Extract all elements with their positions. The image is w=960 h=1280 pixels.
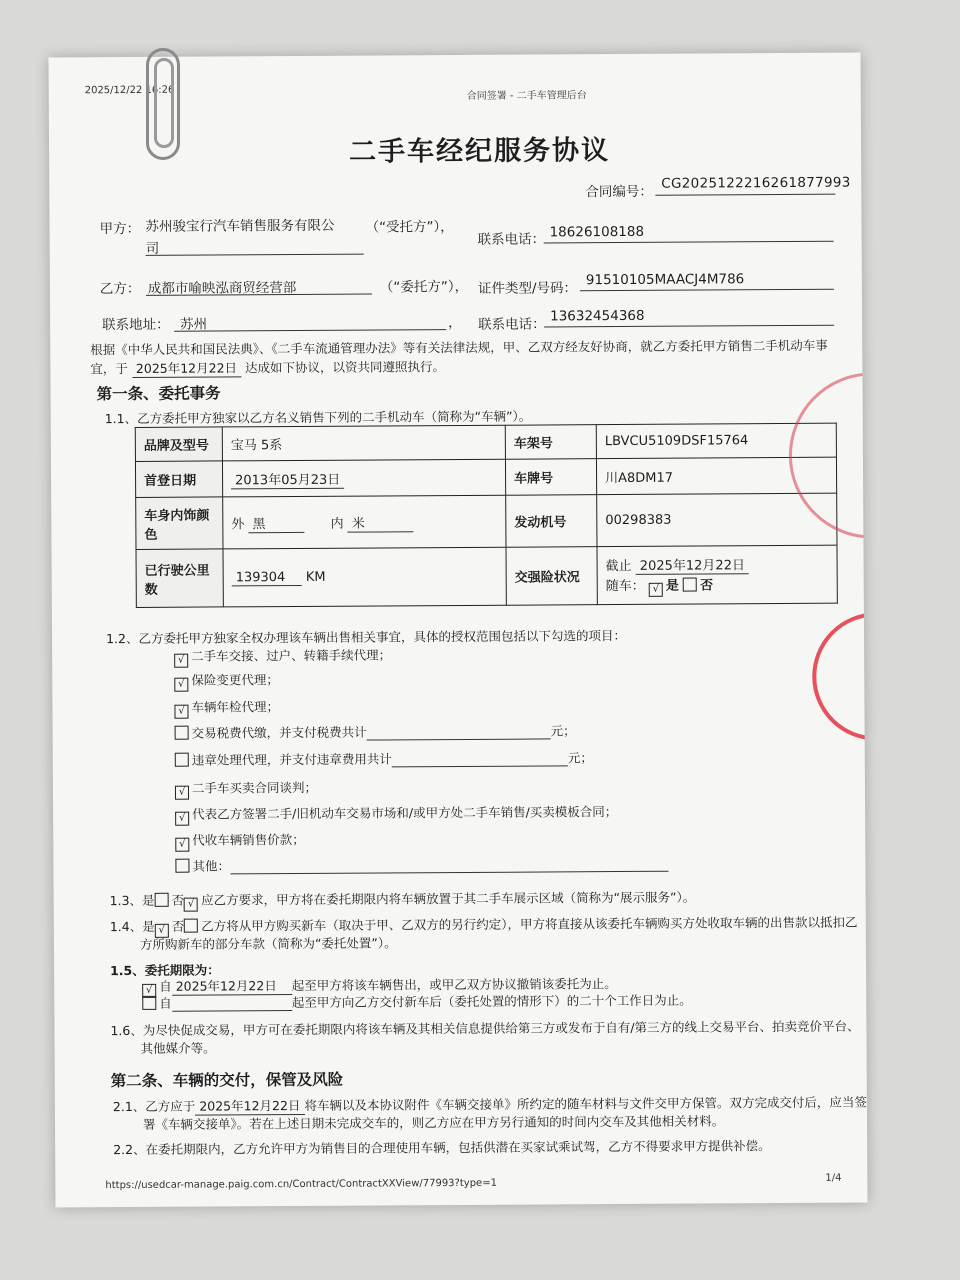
- party-a-phone-label: 联系电话：: [477, 231, 546, 248]
- mileage-unit: KM: [305, 569, 326, 585]
- ins-until-date: 2025年12月22日: [636, 554, 749, 575]
- intro-line2-suffix: 达成如下协议，以资共同遵照执行。: [244, 359, 446, 376]
- reg-date-value: 2013年05月23日: [231, 468, 344, 489]
- ins-no-checkbox[interactable]: [683, 577, 697, 591]
- c15-title: 1.5、委托期限为：: [110, 962, 220, 979]
- ins-no: 否: [699, 577, 714, 594]
- reg-date-label: 首登日期: [135, 461, 222, 498]
- c15-opt2-prefix: 自: [159, 995, 172, 1011]
- ins-until-prefix: 截止: [605, 558, 632, 574]
- vehicle-table: [135, 423, 838, 608]
- mileage-value: 139304: [232, 569, 302, 585]
- reg-date-cell: [222, 459, 505, 497]
- footer-url[interactable]: https://usedcar-manage.paig.com.cn/Contract/ContractXXView/77993?type=1: [105, 1177, 497, 1192]
- party-b-label: 乙方：: [99, 280, 141, 298]
- party-b-role: （“委托方”），: [379, 278, 469, 296]
- contract-page: [48, 53, 867, 1208]
- seal-stamp-bottom: [812, 612, 868, 741]
- engine-label: 发动机号: [506, 495, 597, 548]
- site-title: 合同签署 - 二手车管理后台: [466, 90, 587, 102]
- party-a-label: 甲方：: [99, 220, 141, 238]
- contract-no-value: CG2025122216261877993: [661, 174, 851, 192]
- auth-item-8: [175, 830, 305, 852]
- insurance-cell: [597, 545, 837, 604]
- auth-item-5: [175, 748, 593, 769]
- auth-item-4-suffix: 元；: [550, 723, 576, 739]
- int-prefix: 内: [330, 516, 344, 532]
- auth-item-1-text: 二手车交接、过户、转籍手续代理；: [191, 647, 392, 664]
- auth-item-3-checkbox[interactable]: √: [174, 705, 188, 719]
- print-datetime: 2025/12/22 16:26: [84, 84, 175, 97]
- c22: 2.2、在委托期限内，乙方允许甲方为销售目的合理使用车辆，包括供潜在买家试乘试驾，乙方不得要求甲方提供补偿。: [113, 1138, 771, 1158]
- party-b-id: 91510105MAACJ4M786: [585, 271, 745, 289]
- c14-line2: 方所购新车的部分车款（简称为“委托处置”）。: [139, 935, 397, 952]
- auth-item-9-checkbox[interactable]: [175, 859, 189, 873]
- auth-item-5-text: 违章处理代理，并支付违章费用共计: [191, 751, 392, 768]
- intro-line1: 根据《中华人民共和国民法典》、《二手车流通管理办法》等有关法律法规，甲、乙双方经友好协商，就乙方委托甲方销售二手机动车事: [90, 337, 828, 358]
- party-a-name-line1: 苏州骏宝行汽车销售服务有限公: [145, 217, 335, 235]
- c14-mid: 否: [171, 918, 185, 934]
- auth-item-3-text: 车辆年检代理；: [191, 699, 280, 715]
- auth-item-6-text: 二手车买卖合同谈判；: [191, 779, 318, 796]
- auth-item-2: [174, 670, 279, 692]
- auth-item-9: [175, 854, 668, 875]
- vin-label: 车架号: [505, 425, 596, 460]
- auth-item-8-text: 代收车辆销售价款；: [192, 831, 305, 848]
- auth-item-1-checkbox[interactable]: √: [174, 654, 188, 668]
- ins-yes-checkbox[interactable]: √: [649, 582, 663, 596]
- auth-item-5-checkbox[interactable]: [175, 753, 189, 767]
- party-b-phone-label: 联系电话：: [478, 316, 546, 333]
- ins-yes: 是: [665, 578, 679, 594]
- auth-item-1: [174, 645, 391, 667]
- c14-line1: 乙方将从甲方购买新车（取决于甲、乙双方的另行约定），甲方将直接从该委托车辆购买方处收取车辆的出售款以抵扣乙: [201, 914, 858, 934]
- auth-item-5-suffix: 元；: [567, 750, 593, 766]
- auth-item-8-checkbox[interactable]: √: [175, 838, 189, 852]
- address-label: 联系地址：: [102, 316, 170, 334]
- c15-opt2-checkbox[interactable]: [142, 996, 156, 1010]
- brand-value: 宝马 5系: [222, 425, 505, 461]
- color-label: [136, 497, 223, 550]
- auth-item-6-checkbox[interactable]: √: [175, 786, 189, 800]
- party-b-id-label: 证件类型/号码：: [477, 280, 578, 297]
- mileage-label-2: 数: [144, 582, 158, 598]
- address-comma: ，: [448, 314, 462, 332]
- c21-line1-text: 将车辆以及本协议附件《车辆交接单》所约定的随车材料与文件交甲方保管。双方完成交付后，应当签: [304, 1094, 867, 1113]
- document-title: 二手车经纪服务协议: [348, 135, 611, 168]
- auth-item-9-text: 其他：: [192, 858, 230, 874]
- auth-item-2-checkbox[interactable]: √: [174, 678, 188, 692]
- c15-opt2-date-blank[interactable]: [172, 995, 292, 1012]
- tax-amount-blank[interactable]: [367, 723, 551, 740]
- paper-clip-inner-icon: [154, 58, 174, 148]
- c16-line1: 1.6、为尽快促成交易，甲方可在委托期限内将该车辆及其相关信息提供给第三方或发布于自有/第三方的线上交易平台、拍卖竞价平台、: [110, 1018, 860, 1039]
- color-cell: [223, 495, 506, 549]
- mileage-label: [136, 549, 223, 608]
- address-value: 苏州: [180, 316, 208, 333]
- c16-line2: 其他媒介等。: [140, 1040, 216, 1056]
- c21-date: 2025年12月22日: [195, 1096, 304, 1116]
- vin-value: LBVCU5109DSF15764: [596, 423, 836, 458]
- auth-item-7-checkbox[interactable]: √: [175, 812, 189, 826]
- brand-label: 品牌及型号: [135, 427, 222, 462]
- intro-line2-prefix: 宜，于: [90, 361, 128, 377]
- c13-mid: 否: [171, 892, 185, 908]
- c14-no-checkbox[interactable]: [184, 919, 198, 933]
- c15-opt1-prefix: 自: [159, 978, 172, 994]
- c13-text: 应乙方要求，甲方将在委托期限内将车辆放置于其二手车展示区域（简称为“展示服务”）。: [201, 889, 696, 908]
- ext-prefix: 外: [231, 516, 245, 532]
- party-a-phone: 18626108188: [549, 223, 645, 241]
- insurance-label: 交强险状况: [506, 547, 597, 606]
- c15-opt2-text: 起至甲方向乙方交付新车后（委托处置的情形下）的二十个工作日为止。: [291, 992, 692, 1011]
- intro-line2: [90, 357, 445, 378]
- c21-prefix: 2.1、乙方应于: [112, 1098, 196, 1115]
- c13-yes-checkbox[interactable]: [154, 893, 168, 907]
- auth-item-7-text: 代表乙方签署二手/旧机动车交易市场和/或甲方处二手车销售/买卖模板合同；: [192, 804, 618, 822]
- auth-item-7: [175, 802, 617, 826]
- party-a-name-line2: 司: [145, 240, 160, 257]
- violation-amount-blank[interactable]: [392, 750, 568, 767]
- intro-date: 2025年12月22日: [132, 358, 241, 378]
- c13-no-checkbox[interactable]: √: [184, 898, 198, 912]
- color-label-1: 车身内饰颜: [144, 508, 210, 524]
- c15-opt1-date: 2025年12月22日: [172, 976, 292, 996]
- section2-title: 第二条、车辆的交付，保管及风险: [110, 1070, 344, 1091]
- auth-item-4-text: 交易税费代缴，并支付税费共计: [191, 724, 367, 741]
- c13-prefix: 1.3、是: [109, 892, 155, 909]
- color-label-2: 色: [144, 527, 158, 543]
- footer-page-number: 1/4: [825, 1172, 842, 1184]
- other-blank[interactable]: [230, 856, 668, 875]
- auth-item-4-checkbox[interactable]: [175, 726, 189, 740]
- mileage-label-1: 已行驶公里: [144, 563, 210, 579]
- section1-title: 第一条、委托事务: [96, 384, 221, 404]
- mileage-cell: [223, 547, 506, 607]
- c15-opt1-text: 起至甲方将该车辆售出，或甲乙双方协议撤销该委托为止。: [291, 976, 617, 994]
- plate-value: 川A8DM17: [596, 457, 836, 494]
- c15-option2: [142, 991, 692, 1012]
- c15-opt1-checkbox[interactable]: √: [142, 984, 156, 998]
- clause-1-1: 1.1、乙方委托甲方独家以乙方名义销售下列的二手机动车（简称为“车辆”）。: [104, 408, 532, 427]
- auth-item-4: [175, 721, 576, 741]
- contract-no-label: 合同编号：: [585, 183, 653, 201]
- clause-1-2-intro: 1.2、乙方委托甲方独家全权办理该车辆出售相关事宜，具体的授权范围包括以下勾选的项目：: [106, 627, 626, 647]
- engine-value: 00298383: [597, 493, 837, 546]
- plate-label: 车牌号: [505, 459, 596, 496]
- int-color: 米: [348, 512, 414, 532]
- ins-with: 随车：: [605, 578, 645, 594]
- clause-1-3: [110, 888, 696, 913]
- c21-line2: 署《车辆交接单》。若在上述日期未完成交车的，则乙方应在甲方另行通知的时间内交车及其他相关材料。: [142, 1113, 725, 1132]
- c14-yes-checkbox[interactable]: √: [155, 924, 169, 938]
- ext-color: 黑: [248, 512, 304, 532]
- party-b-phone: 13632454368: [550, 307, 645, 325]
- auth-item-6: [175, 778, 317, 800]
- party-a-role: （“受托方”），: [365, 219, 454, 236]
- c14-prefix: 1.4、是: [109, 918, 155, 935]
- party-b-name: 成都市喻映泓商贸经营部: [147, 279, 297, 297]
- auth-item-2-text: 保险变更代理；: [191, 672, 279, 688]
- auth-item-3: [174, 697, 279, 719]
